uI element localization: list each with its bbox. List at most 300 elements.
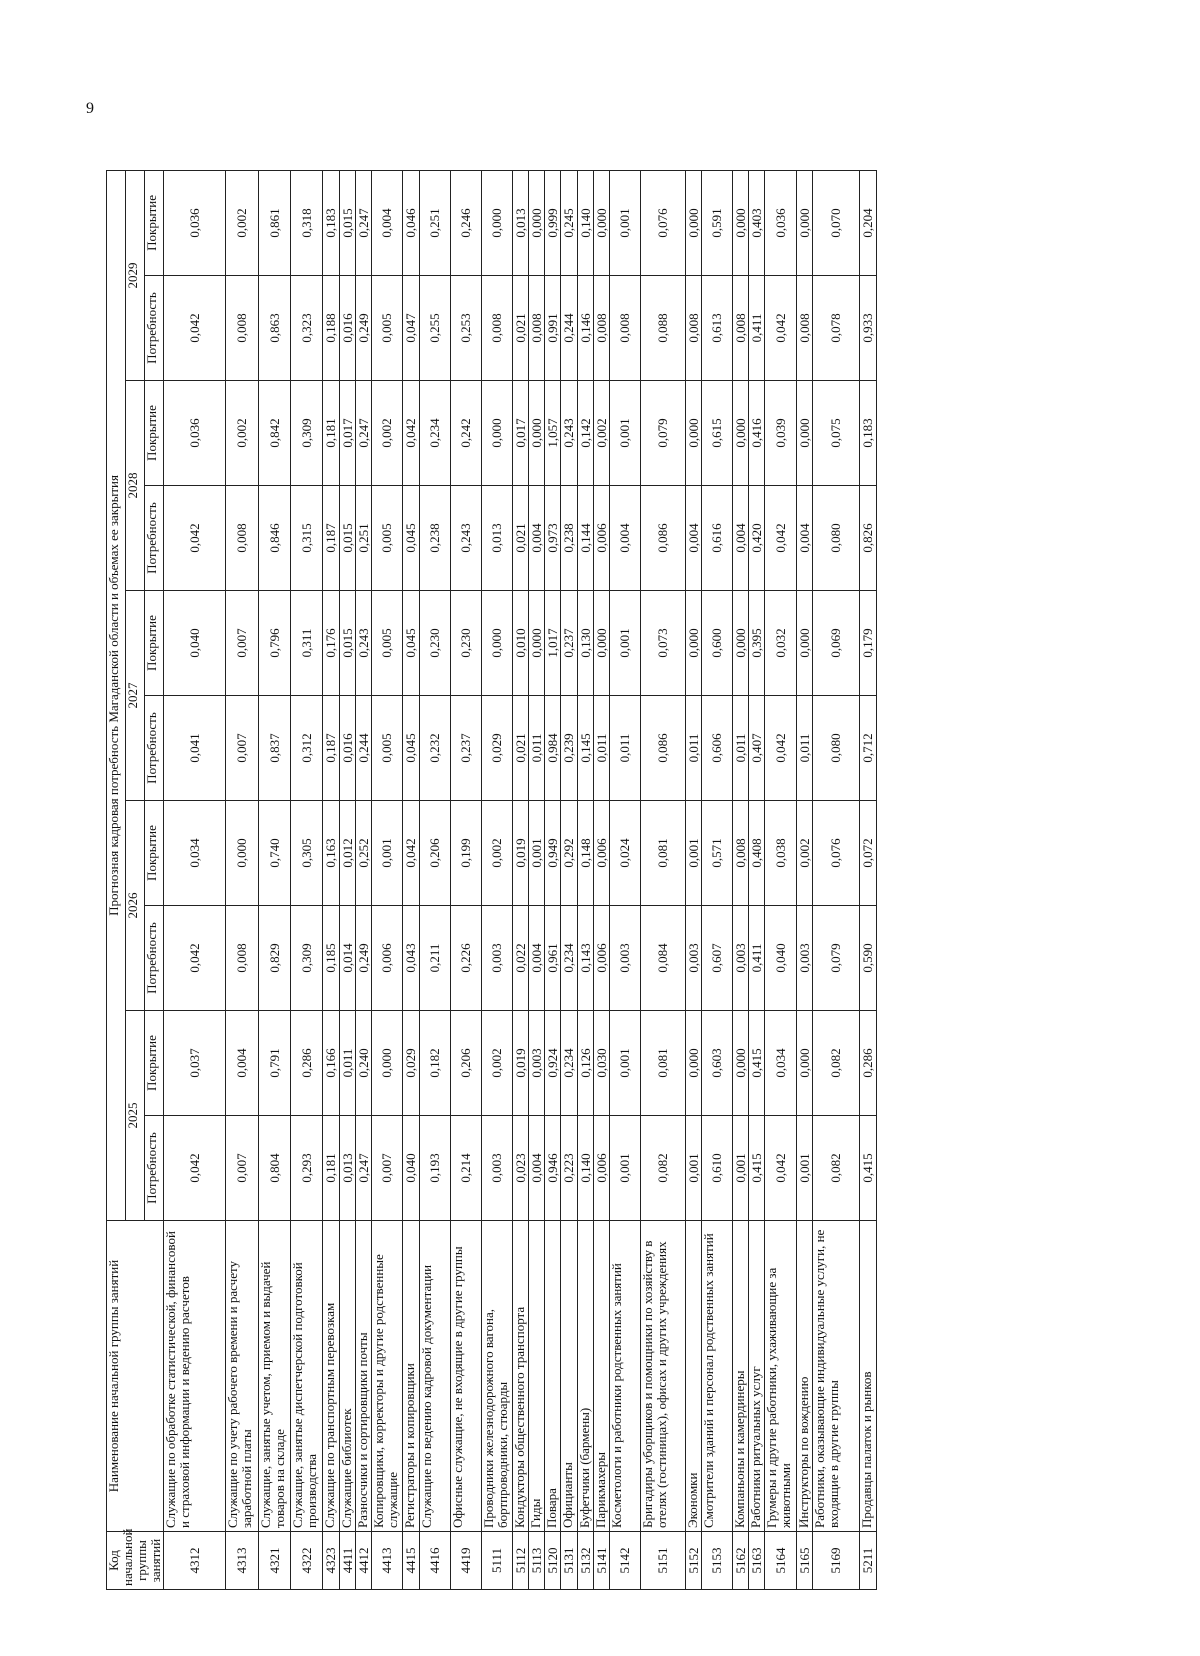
need-value: 0,211 <box>420 906 451 1011</box>
need-value: 0,232 <box>420 696 451 801</box>
year-2027-header: 2027 <box>126 591 145 801</box>
cover-value: 0,001 <box>372 801 403 906</box>
need-value: 0,315 <box>291 486 323 591</box>
row-name: Служащие по обработке статистической, финансовой и страховой информации и ведению расчетов <box>164 1221 226 1532</box>
need-value: 0,008 <box>226 276 259 381</box>
need-value: 0,237 <box>451 696 482 801</box>
cover-value: 0,036 <box>164 170 226 275</box>
row-code: 5141 <box>594 1532 610 1590</box>
need-value: 0,086 <box>641 696 686 801</box>
need-value: 0,042 <box>765 276 797 381</box>
need-header: Потребность <box>145 906 164 1011</box>
need-value: 0,004 <box>529 1116 545 1221</box>
need-value: 0,003 <box>482 906 513 1011</box>
row-name: Служащие по транспортным перевозкам <box>323 1221 340 1532</box>
cover-value: 0,011 <box>340 1011 356 1116</box>
cover-value: 0,415 <box>749 1011 765 1116</box>
cover-value: 0,292 <box>561 801 578 906</box>
need-value: 0,042 <box>164 906 226 1011</box>
cover-value: 0,042 <box>403 801 420 906</box>
need-value: 0,309 <box>291 906 323 1011</box>
cover-value: 0,075 <box>813 381 860 486</box>
row-code: 4419 <box>451 1532 482 1590</box>
cover-value: 0,010 <box>513 591 529 696</box>
need-value: 0,011 <box>529 696 545 801</box>
cover-value: 0,005 <box>372 591 403 696</box>
cover-value: 0,045 <box>403 591 420 696</box>
table-row <box>529 170 545 1589</box>
need-value: 0,003 <box>733 906 749 1011</box>
cover-value: 0,001 <box>610 170 641 275</box>
row-code: 5112 <box>513 1532 529 1590</box>
cover-value: 0,001 <box>610 1011 641 1116</box>
cover-value: 0,000 <box>797 170 813 275</box>
need-value: 0,043 <box>403 906 420 1011</box>
need-value: 0,001 <box>797 1116 813 1221</box>
cover-value: 0,015 <box>340 591 356 696</box>
need-value: 0,005 <box>372 696 403 801</box>
need-value: 0,005 <box>372 276 403 381</box>
need-value: 0,991 <box>545 276 561 381</box>
table-row <box>291 170 323 1589</box>
need-value: 0,214 <box>451 1116 482 1221</box>
cover-value: 0,024 <box>610 801 641 906</box>
table-row <box>451 170 482 1589</box>
row-code: 4416 <box>420 1532 451 1590</box>
need-value: 0,022 <box>513 906 529 1011</box>
need-value: 0,016 <box>340 696 356 801</box>
page-number: 9 <box>86 100 94 117</box>
need-value: 0,029 <box>482 696 513 801</box>
need-value: 0,407 <box>749 696 765 801</box>
need-value: 0,011 <box>733 696 749 801</box>
cover-value: 0,603 <box>702 1011 733 1116</box>
cover-value: 0,042 <box>403 381 420 486</box>
need-value: 0,008 <box>529 276 545 381</box>
need-value: 0,226 <box>451 906 482 1011</box>
need-value: 0,003 <box>686 906 702 1011</box>
row-code: 5142 <box>610 1532 641 1590</box>
table-row <box>610 170 641 1589</box>
need-value: 0,042 <box>164 276 226 381</box>
cover-value: 0,001 <box>610 591 641 696</box>
row-name: Гиды <box>529 1221 545 1532</box>
row-code: 4313 <box>226 1532 259 1590</box>
row-code: 5162 <box>733 1532 749 1590</box>
cover-value: 0,008 <box>733 801 749 906</box>
need-value: 0,411 <box>749 906 765 1011</box>
need-value: 0,006 <box>594 1116 610 1221</box>
cover-value: 0,000 <box>733 170 749 275</box>
cover-value: 0,247 <box>356 170 372 275</box>
need-value: 0,837 <box>259 696 291 801</box>
cover-value: 0,206 <box>420 801 451 906</box>
need-value: 0,293 <box>291 1116 323 1221</box>
cover-value: 0,246 <box>451 170 482 275</box>
need-value: 0,420 <box>749 486 765 591</box>
need-value: 0,415 <box>860 1116 877 1221</box>
cover-value: 0,242 <box>451 381 482 486</box>
need-value: 0,973 <box>545 486 561 591</box>
cover-value: 0,004 <box>226 1011 259 1116</box>
table-body <box>164 170 877 1589</box>
cover-value: 0,183 <box>860 381 877 486</box>
cover-value: 0,318 <box>291 170 323 275</box>
need-value: 0,255 <box>420 276 451 381</box>
need-value: 0,239 <box>561 696 578 801</box>
need-value: 0,712 <box>860 696 877 801</box>
cover-value: 0,796 <box>259 591 291 696</box>
cover-value: 0,000 <box>226 801 259 906</box>
table-row <box>686 170 702 1589</box>
row-name: Копировщики, корректоры и другие родственные служащие <box>372 1221 403 1532</box>
cover-value: 0,949 <box>545 801 561 906</box>
cover-value: 0,286 <box>291 1011 323 1116</box>
need-value: 0,004 <box>686 486 702 591</box>
cover-value: 0,305 <box>291 801 323 906</box>
cover-value: 0,000 <box>733 1011 749 1116</box>
cover-value: 0,006 <box>594 801 610 906</box>
cover-value: 0,034 <box>765 1011 797 1116</box>
need-value: 0,042 <box>765 696 797 801</box>
need-value: 0,312 <box>291 696 323 801</box>
cover-value: 0,204 <box>860 170 877 275</box>
table-row <box>356 170 372 1589</box>
need-value: 0,187 <box>323 486 340 591</box>
row-name: Косметологи и работники родственных занятий <box>610 1221 641 1532</box>
row-code: 4323 <box>323 1532 340 1590</box>
cover-value: 0,081 <box>641 1011 686 1116</box>
cover-value: 0,000 <box>482 170 513 275</box>
table-row <box>340 170 356 1589</box>
forecast-title: Прогнозная кадровая потребность Магаданской области и объемах ее закрытия <box>107 170 126 1220</box>
need-value: 0,084 <box>641 906 686 1011</box>
need-value: 0,323 <box>291 276 323 381</box>
cover-value: 0,019 <box>513 1011 529 1116</box>
cover-value: 0,036 <box>765 170 797 275</box>
cover-value: 0,237 <box>561 591 578 696</box>
need-value: 0,005 <box>372 486 403 591</box>
cover-value: 0,032 <box>765 591 797 696</box>
cover-value: 0,311 <box>291 591 323 696</box>
need-value: 0,001 <box>610 1116 641 1221</box>
need-value: 0,181 <box>323 1116 340 1221</box>
cover-value: 0,002 <box>482 1011 513 1116</box>
need-value: 0,006 <box>372 906 403 1011</box>
cover-value: 0,245 <box>561 170 578 275</box>
row-code: 4412 <box>356 1532 372 1590</box>
need-value: 0,415 <box>749 1116 765 1221</box>
cover-value: 0,234 <box>561 1011 578 1116</box>
row-name: Компаньоны и камердинеры <box>733 1221 749 1532</box>
cover-value: 0,000 <box>529 170 545 275</box>
cover-value: 0,234 <box>420 381 451 486</box>
cover-value: 0,013 <box>513 170 529 275</box>
row-code: 5211 <box>860 1532 877 1590</box>
row-code: 5153 <box>702 1532 733 1590</box>
row-code: 4312 <box>164 1532 226 1590</box>
table-row <box>594 170 610 1589</box>
need-value: 0,007 <box>226 696 259 801</box>
cover-value: 0,740 <box>259 801 291 906</box>
need-value: 0,185 <box>323 906 340 1011</box>
cover-value: 0,000 <box>594 591 610 696</box>
need-value: 0,804 <box>259 1116 291 1221</box>
need-value: 0,613 <box>702 276 733 381</box>
need-value: 0,247 <box>356 1116 372 1221</box>
cover-value: 0,199 <box>451 801 482 906</box>
cover-value: 0,004 <box>372 170 403 275</box>
row-name: Инструкторы по вождению <box>797 1221 813 1532</box>
row-code: 5165 <box>797 1532 813 1590</box>
need-value: 0,606 <box>702 696 733 801</box>
need-value: 0,008 <box>686 276 702 381</box>
need-value: 0,249 <box>356 906 372 1011</box>
cover-value: 0,791 <box>259 1011 291 1116</box>
year-2028-header: 2028 <box>126 381 145 591</box>
cover-value: 0,252 <box>356 801 372 906</box>
row-name: Служащие по учету рабочего времени и расчету заработной платы <box>226 1221 259 1532</box>
table-row <box>578 170 594 1589</box>
cover-value: 0,030 <box>594 1011 610 1116</box>
need-value: 0,042 <box>164 1116 226 1221</box>
cover-value: 0,140 <box>578 170 594 275</box>
row-name: Смотрители зданий и персонал родственных занятий <box>702 1221 733 1532</box>
need-value: 0,082 <box>641 1116 686 1221</box>
need-header: Потребность <box>145 696 164 801</box>
need-value: 0,829 <box>259 906 291 1011</box>
cover-value: 0,230 <box>451 591 482 696</box>
need-value: 0,003 <box>610 906 641 1011</box>
cover-value: 0,029 <box>403 1011 420 1116</box>
cover-value: 0,001 <box>686 801 702 906</box>
need-value: 0,014 <box>340 906 356 1011</box>
cover-value: 0,142 <box>578 381 594 486</box>
need-value: 0,021 <box>513 486 529 591</box>
need-value: 0,008 <box>482 276 513 381</box>
need-value: 0,004 <box>797 486 813 591</box>
need-value: 0,003 <box>797 906 813 1011</box>
cover-value: 0,037 <box>164 1011 226 1116</box>
table-row <box>765 170 797 1589</box>
need-value: 0,011 <box>594 696 610 801</box>
cover-value: 0,240 <box>356 1011 372 1116</box>
need-value: 0,015 <box>340 486 356 591</box>
row-name: Официанты <box>561 1221 578 1532</box>
need-value: 0,079 <box>813 906 860 1011</box>
cover-value: 0,181 <box>323 381 340 486</box>
table-row <box>813 170 860 1589</box>
need-value: 0,003 <box>482 1116 513 1221</box>
cover-value: 0,072 <box>860 801 877 906</box>
row-code: 5131 <box>561 1532 578 1590</box>
table-row <box>482 170 513 1589</box>
need-value: 0,946 <box>545 1116 561 1221</box>
need-value: 0,249 <box>356 276 372 381</box>
need-value: 0,008 <box>226 906 259 1011</box>
cover-value: 0,176 <box>323 591 340 696</box>
need-value: 0,984 <box>545 696 561 801</box>
need-value: 0,021 <box>513 276 529 381</box>
need-value: 0,021 <box>513 696 529 801</box>
cover-value: 0,000 <box>686 170 702 275</box>
cover-value: 0,999 <box>545 170 561 275</box>
cover-header: Покрытие <box>145 1011 164 1116</box>
cover-value: 0,179 <box>860 591 877 696</box>
row-name: Регистраторы и копировщики <box>403 1221 420 1532</box>
row-code: 5132 <box>578 1532 594 1590</box>
need-value: 0,188 <box>323 276 340 381</box>
cover-value: 0,017 <box>513 381 529 486</box>
cover-value: 0,000 <box>482 381 513 486</box>
cover-value: 0,034 <box>164 801 226 906</box>
need-value: 0,001 <box>686 1116 702 1221</box>
cover-value: 0,000 <box>797 1011 813 1116</box>
need-value: 0,088 <box>641 276 686 381</box>
cover-value: 0,163 <box>323 801 340 906</box>
need-value: 0,045 <box>403 486 420 591</box>
need-value: 0,411 <box>749 276 765 381</box>
need-value: 0,863 <box>259 276 291 381</box>
need-value: 0,144 <box>578 486 594 591</box>
cover-value: 0,012 <box>340 801 356 906</box>
row-name: Экономки <box>686 1221 702 1532</box>
cover-value: 0,002 <box>372 381 403 486</box>
row-name: Работники ритуальных услуг <box>749 1221 765 1532</box>
need-value: 0,143 <box>578 906 594 1011</box>
need-value: 0,610 <box>702 1116 733 1221</box>
row-name: Грумеры и другие работники, ухаживающие за животными <box>765 1221 797 1532</box>
cover-value: 0,000 <box>733 591 749 696</box>
year-2029-header: 2029 <box>126 170 145 380</box>
cover-value: 0,206 <box>451 1011 482 1116</box>
cover-value: 0,036 <box>164 381 226 486</box>
row-name: Разносчики и сортировщики почты <box>356 1221 372 1532</box>
cover-value: 0,309 <box>291 381 323 486</box>
row-name: Буфетчики (бармены) <box>578 1221 594 1532</box>
cover-value: 0,002 <box>594 381 610 486</box>
need-value: 0,140 <box>578 1116 594 1221</box>
table-row <box>403 170 420 1589</box>
row-code: 4413 <box>372 1532 403 1590</box>
need-value: 0,086 <box>641 486 686 591</box>
need-value: 0,047 <box>403 276 420 381</box>
cover-value: 0,408 <box>749 801 765 906</box>
table-row <box>323 170 340 1589</box>
cover-value: 0,082 <box>813 1011 860 1116</box>
need-value: 0,080 <box>813 486 860 591</box>
table-row <box>420 170 451 1589</box>
cover-value: 0,842 <box>259 381 291 486</box>
need-value: 0,234 <box>561 906 578 1011</box>
cover-value: 0,000 <box>797 381 813 486</box>
cover-value: 0,003 <box>529 1011 545 1116</box>
year-2026-header: 2026 <box>126 801 145 1011</box>
row-name: Бригадиры уборщиков и помощники по хозяйству в отелях (гостиницах), офисах и других учреждениях <box>641 1221 686 1532</box>
need-value: 0,080 <box>813 696 860 801</box>
need-value: 0,961 <box>545 906 561 1011</box>
cover-value: 0,000 <box>686 1011 702 1116</box>
cover-value: 0,591 <box>702 170 733 275</box>
row-name: Работники, оказывающие индивидуальные услуги, не входящие в другие группы <box>813 1221 860 1532</box>
need-value: 0,590 <box>860 906 877 1011</box>
need-value: 0,042 <box>164 486 226 591</box>
need-value: 0,023 <box>513 1116 529 1221</box>
table-row <box>164 170 226 1589</box>
code-column-header: Код начальной группы занятий <box>107 1532 164 1590</box>
cover-value: 0,002 <box>226 170 259 275</box>
need-value: 0,253 <box>451 276 482 381</box>
cover-value: 0,015 <box>340 170 356 275</box>
cover-value: 0,615 <box>702 381 733 486</box>
workforce-forecast-table <box>106 170 877 1590</box>
need-value: 0,011 <box>797 696 813 801</box>
need-value: 0,041 <box>164 696 226 801</box>
cover-value: 0,046 <box>403 170 420 275</box>
need-value: 0,016 <box>340 276 356 381</box>
row-name: Проводники железнодорожного вагона, бортпроводники, стюарды <box>482 1221 513 1532</box>
cover-value: 0,600 <box>702 591 733 696</box>
row-name: Парикмахеры <box>594 1221 610 1532</box>
cover-header: Покрытие <box>145 170 164 275</box>
cover-value: 0,038 <box>765 801 797 906</box>
name-column-header: Наименование начальной группы занятий <box>107 1221 164 1532</box>
row-code: 5169 <box>813 1532 860 1590</box>
row-code: 5164 <box>765 1532 797 1590</box>
table-row <box>860 170 877 1589</box>
cover-value: 0,000 <box>733 381 749 486</box>
table-row <box>733 170 749 1589</box>
table-row <box>641 170 686 1589</box>
row-name: Продавцы палаток и рынков <box>860 1221 877 1532</box>
cover-value: 0,166 <box>323 1011 340 1116</box>
need-value: 0,846 <box>259 486 291 591</box>
cover-value: 0,924 <box>545 1011 561 1116</box>
need-header: Потребность <box>145 486 164 591</box>
cover-value: 0,148 <box>578 801 594 906</box>
need-value: 0,006 <box>594 906 610 1011</box>
table-row <box>749 170 765 1589</box>
need-value: 0,040 <box>403 1116 420 1221</box>
row-code: 5152 <box>686 1532 702 1590</box>
table-row <box>513 170 529 1589</box>
need-value: 0,008 <box>610 276 641 381</box>
cover-value: 0,002 <box>226 381 259 486</box>
cover-value: 0,000 <box>482 591 513 696</box>
row-code: 5111 <box>482 1532 513 1590</box>
row-code: 4321 <box>259 1532 291 1590</box>
need-value: 0,042 <box>765 486 797 591</box>
need-value: 0,244 <box>561 276 578 381</box>
table-row <box>702 170 733 1589</box>
need-value: 0,040 <box>765 906 797 1011</box>
row-code: 5163 <box>749 1532 765 1590</box>
need-value: 0,078 <box>813 276 860 381</box>
table-row <box>561 170 578 1589</box>
need-value: 0,004 <box>529 486 545 591</box>
need-value: 0,007 <box>226 1116 259 1221</box>
need-value: 0,007 <box>372 1116 403 1221</box>
cover-value: 0,243 <box>561 381 578 486</box>
need-value: 0,243 <box>451 486 482 591</box>
table-row <box>372 170 403 1589</box>
cover-value: 0,001 <box>529 801 545 906</box>
need-value: 0,244 <box>356 696 372 801</box>
need-header: Потребность <box>145 276 164 381</box>
cover-value: 0,000 <box>594 170 610 275</box>
cover-value: 0,081 <box>641 801 686 906</box>
cover-value: 0,079 <box>641 381 686 486</box>
